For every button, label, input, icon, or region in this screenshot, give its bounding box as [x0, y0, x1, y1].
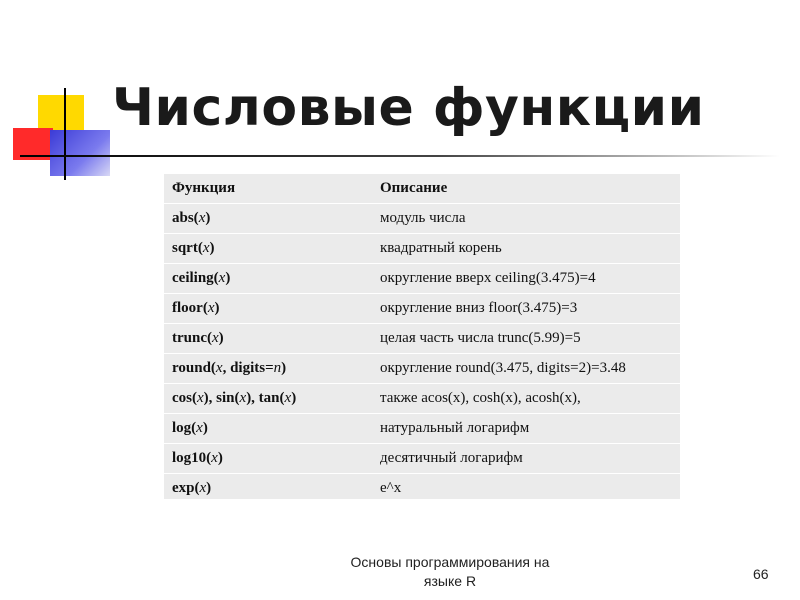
function-text-part: x	[218, 270, 226, 286]
table-header-row	[164, 174, 680, 204]
description-cell: округление round(3.475, digits=2)=3.48	[372, 354, 680, 384]
function-text-part: floor(	[172, 300, 208, 316]
function-text-part: , digits=	[222, 360, 274, 376]
table-row	[164, 264, 680, 294]
function-text-part: x	[239, 390, 247, 406]
table-row	[164, 354, 680, 384]
function-cell	[164, 474, 372, 504]
function-text-part: ceiling(	[172, 270, 219, 286]
function-text-part: )	[281, 360, 287, 376]
function-cell	[164, 234, 372, 264]
function-text-part: abs(	[172, 210, 199, 226]
description-cell: модуль числа	[372, 204, 680, 234]
function-text-part: cos(	[172, 390, 197, 406]
function-text-part: )	[206, 480, 212, 496]
description-cell: e^x	[372, 474, 680, 504]
function-text-part: x	[211, 450, 218, 466]
function-cell	[164, 384, 372, 414]
description-cell: десятичный логарифм	[372, 444, 680, 474]
function-text-part: )	[214, 300, 220, 316]
function-text-part: )	[217, 450, 223, 466]
table-row	[164, 324, 680, 354]
function-text-part: sqrt(	[172, 240, 203, 256]
function-text-part: exp(	[172, 480, 200, 496]
function-text-part: )	[291, 390, 297, 406]
table-row	[164, 414, 680, 444]
function-cell	[164, 444, 372, 474]
function-text-part: log10(	[172, 450, 212, 466]
function-text-part: log(	[172, 420, 197, 436]
function-text-part: x	[199, 480, 207, 496]
function-text-part: )	[225, 270, 231, 286]
function-text-part: n	[273, 360, 282, 376]
function-text-part: ), tan(	[246, 390, 285, 406]
page-number: 66	[753, 566, 769, 582]
description-cell: также acos(x), cosh(x), acosh(x),	[372, 384, 680, 414]
table-row	[164, 294, 680, 324]
function-cell	[164, 324, 372, 354]
function-text-part: x	[212, 330, 219, 346]
title-underline	[20, 155, 780, 157]
function-text-part: x	[197, 390, 204, 406]
function-text-part: trunc(	[172, 330, 212, 346]
header-function: Функция	[164, 174, 372, 204]
function-cell	[164, 414, 372, 444]
footer-line-2: языке R	[423, 573, 477, 589]
function-text-part: x	[196, 420, 203, 436]
table-row	[164, 234, 680, 264]
function-cell	[164, 264, 372, 294]
table-body	[164, 204, 680, 504]
function-cell	[164, 354, 372, 384]
table-row	[164, 474, 680, 504]
table-row	[164, 384, 680, 414]
function-cell	[164, 294, 372, 324]
function-text-part: )	[205, 210, 211, 226]
slide-footer	[300, 553, 600, 591]
description-cell: квадратный корень	[372, 234, 680, 264]
decor-blue-square	[50, 130, 110, 176]
function-text-part: )	[209, 240, 215, 256]
function-text-part: x	[202, 240, 210, 256]
footer-line-1: Основы программирования на	[350, 554, 550, 570]
decor-vertical-line	[64, 88, 66, 180]
function-text-part: )	[218, 330, 224, 346]
function-cell	[164, 204, 372, 234]
table-row	[164, 204, 680, 234]
description-cell: округление вверх ceiling(3.475)=4	[372, 264, 680, 294]
functions-table	[164, 174, 680, 504]
function-text-part: round(	[172, 360, 216, 376]
table-row	[164, 444, 680, 474]
description-cell: натуральный логарифм	[372, 414, 680, 444]
description-cell: целая часть числа trunc(5.99)=5	[372, 324, 680, 354]
function-text-part: x	[207, 300, 215, 316]
function-text-part: )	[202, 420, 208, 436]
function-text-part: x	[284, 390, 292, 406]
function-text-part: x	[198, 210, 206, 226]
functions-table-container	[164, 174, 680, 499]
slide-title: Числовые функции	[112, 78, 705, 138]
function-text-part: ), sin(	[203, 390, 240, 406]
header-description: Описание	[372, 174, 680, 204]
description-cell: округление вниз floor(3.475)=3	[372, 294, 680, 324]
function-text-part: x	[215, 360, 223, 376]
